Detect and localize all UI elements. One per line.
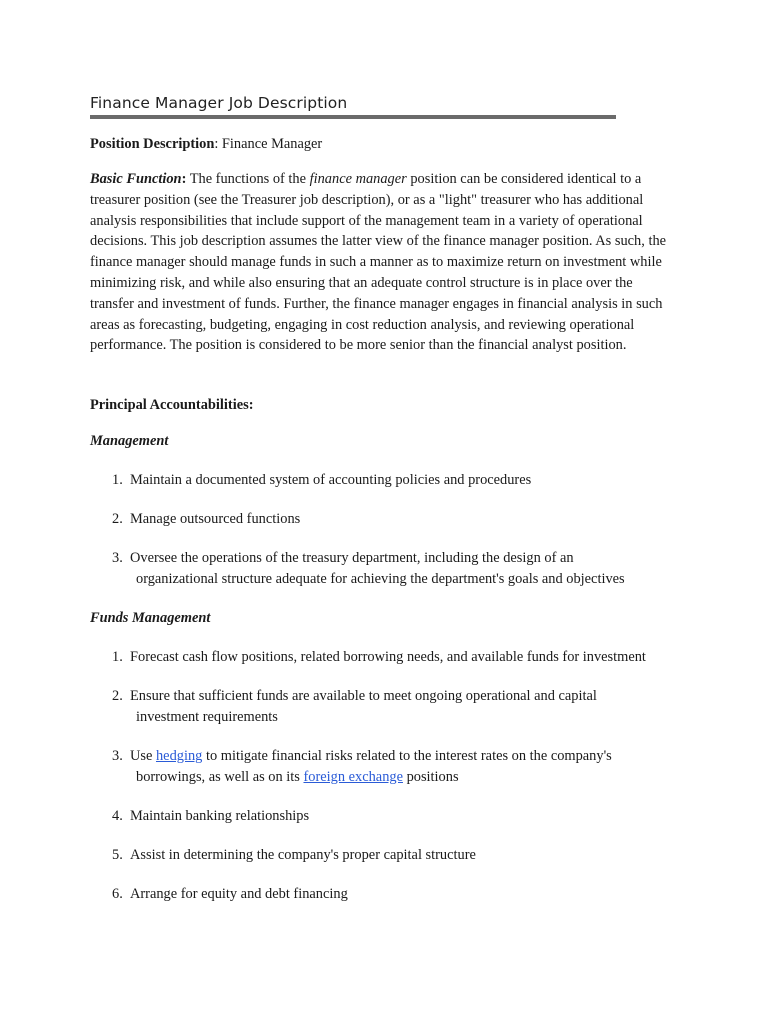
basic-function-italic-term: finance manager — [309, 171, 407, 187]
list-item-text: Assist in determining the company's proper capital structure — [130, 847, 476, 863]
list-item — [112, 647, 682, 668]
list-item-number: 2. — [112, 688, 123, 704]
list-item-number: 2. — [112, 511, 123, 527]
list-item — [112, 470, 682, 491]
document-title: Finance Manager Job Description — [90, 94, 348, 112]
list-item-number: 4. — [112, 808, 123, 824]
list-item-text: Maintain banking relationships — [130, 808, 310, 824]
list-item — [112, 548, 682, 590]
list-item — [112, 884, 682, 905]
list-item — [112, 845, 682, 866]
title-underline-rule — [90, 115, 616, 119]
list-item-number: 6. — [112, 886, 123, 902]
management-heading: Management — [90, 433, 169, 449]
funds-management-heading: Funds Management — [90, 610, 211, 626]
basic-function-text-after: position can be considered identical to a treasurer position (see the Treasurer job description), or as a "light" treasurer who has additional analysis responsibilities that include support of the management team in a variety of operational decisions. This job description assumes the latter view of the finance manager position. As such, the finance manager should manage funds in such a manner as to maximize return on investment while minimizing risk, and while also ensuring that an adequate control structure is in place over the transfer and investment of funds. Further, the finance manager engages in financial analysis in such areas as forecasting, budgeting, engaging in cost reduction analysis, and reviewing operational performance. The position is considered to be more senior than the financial analyst position. — [90, 171, 667, 354]
list-item-text: Ensure that sufficient funds are available to meet ongoing operational and capital — [130, 688, 597, 704]
list-item-number: 3. — [112, 748, 123, 764]
list-item — [112, 806, 682, 827]
list-item-text: Use hedging to mitigate financial risks related to the interest rates on the company's — [130, 748, 612, 764]
list-item-text-continued: organizational structure adequate for achieving the department's goals and objectives — [136, 570, 625, 587]
list-item-number: 5. — [112, 847, 123, 863]
basic-function-text-before: The functions of the — [186, 171, 310, 187]
position-description — [90, 134, 322, 155]
basic-function-colon: : — [181, 171, 187, 187]
list-item-text: Arrange for equity and debt financing — [130, 886, 348, 902]
basic-function-section — [90, 169, 680, 356]
list-item-number: 1. — [112, 472, 123, 488]
list-item — [112, 746, 682, 788]
list-item-number: 3. — [112, 550, 123, 566]
hedging-link[interactable]: hedging — [155, 748, 203, 764]
principal-accountabilities-heading: Principal Accountabilities: — [90, 397, 254, 413]
list-item-text-continued: investment requirements — [136, 708, 278, 725]
foreign-exchange-link[interactable]: foreign exchange — [303, 768, 403, 785]
basic-function-paragraph — [90, 169, 680, 356]
list-item — [112, 686, 682, 728]
basic-function-label: Basic Function — [90, 171, 182, 187]
list-item-text: Maintain a documented system of accounting policies and procedures — [130, 472, 532, 488]
position-label: Position Description — [90, 136, 215, 152]
list-item-text-continued: borrowings, as well as on its foreign exchange positions — [136, 768, 459, 785]
list-item-text: Forecast cash flow positions, related borrowing needs, and available funds for investment — [130, 649, 646, 665]
list-item — [112, 509, 682, 530]
list-item-text: Oversee the operations of the treasury department, including the design of an — [130, 550, 574, 566]
position-value: : Finance Manager — [214, 136, 323, 152]
list-item-number: 1. — [112, 649, 123, 665]
list-item-text: Manage outsourced functions — [130, 511, 301, 527]
